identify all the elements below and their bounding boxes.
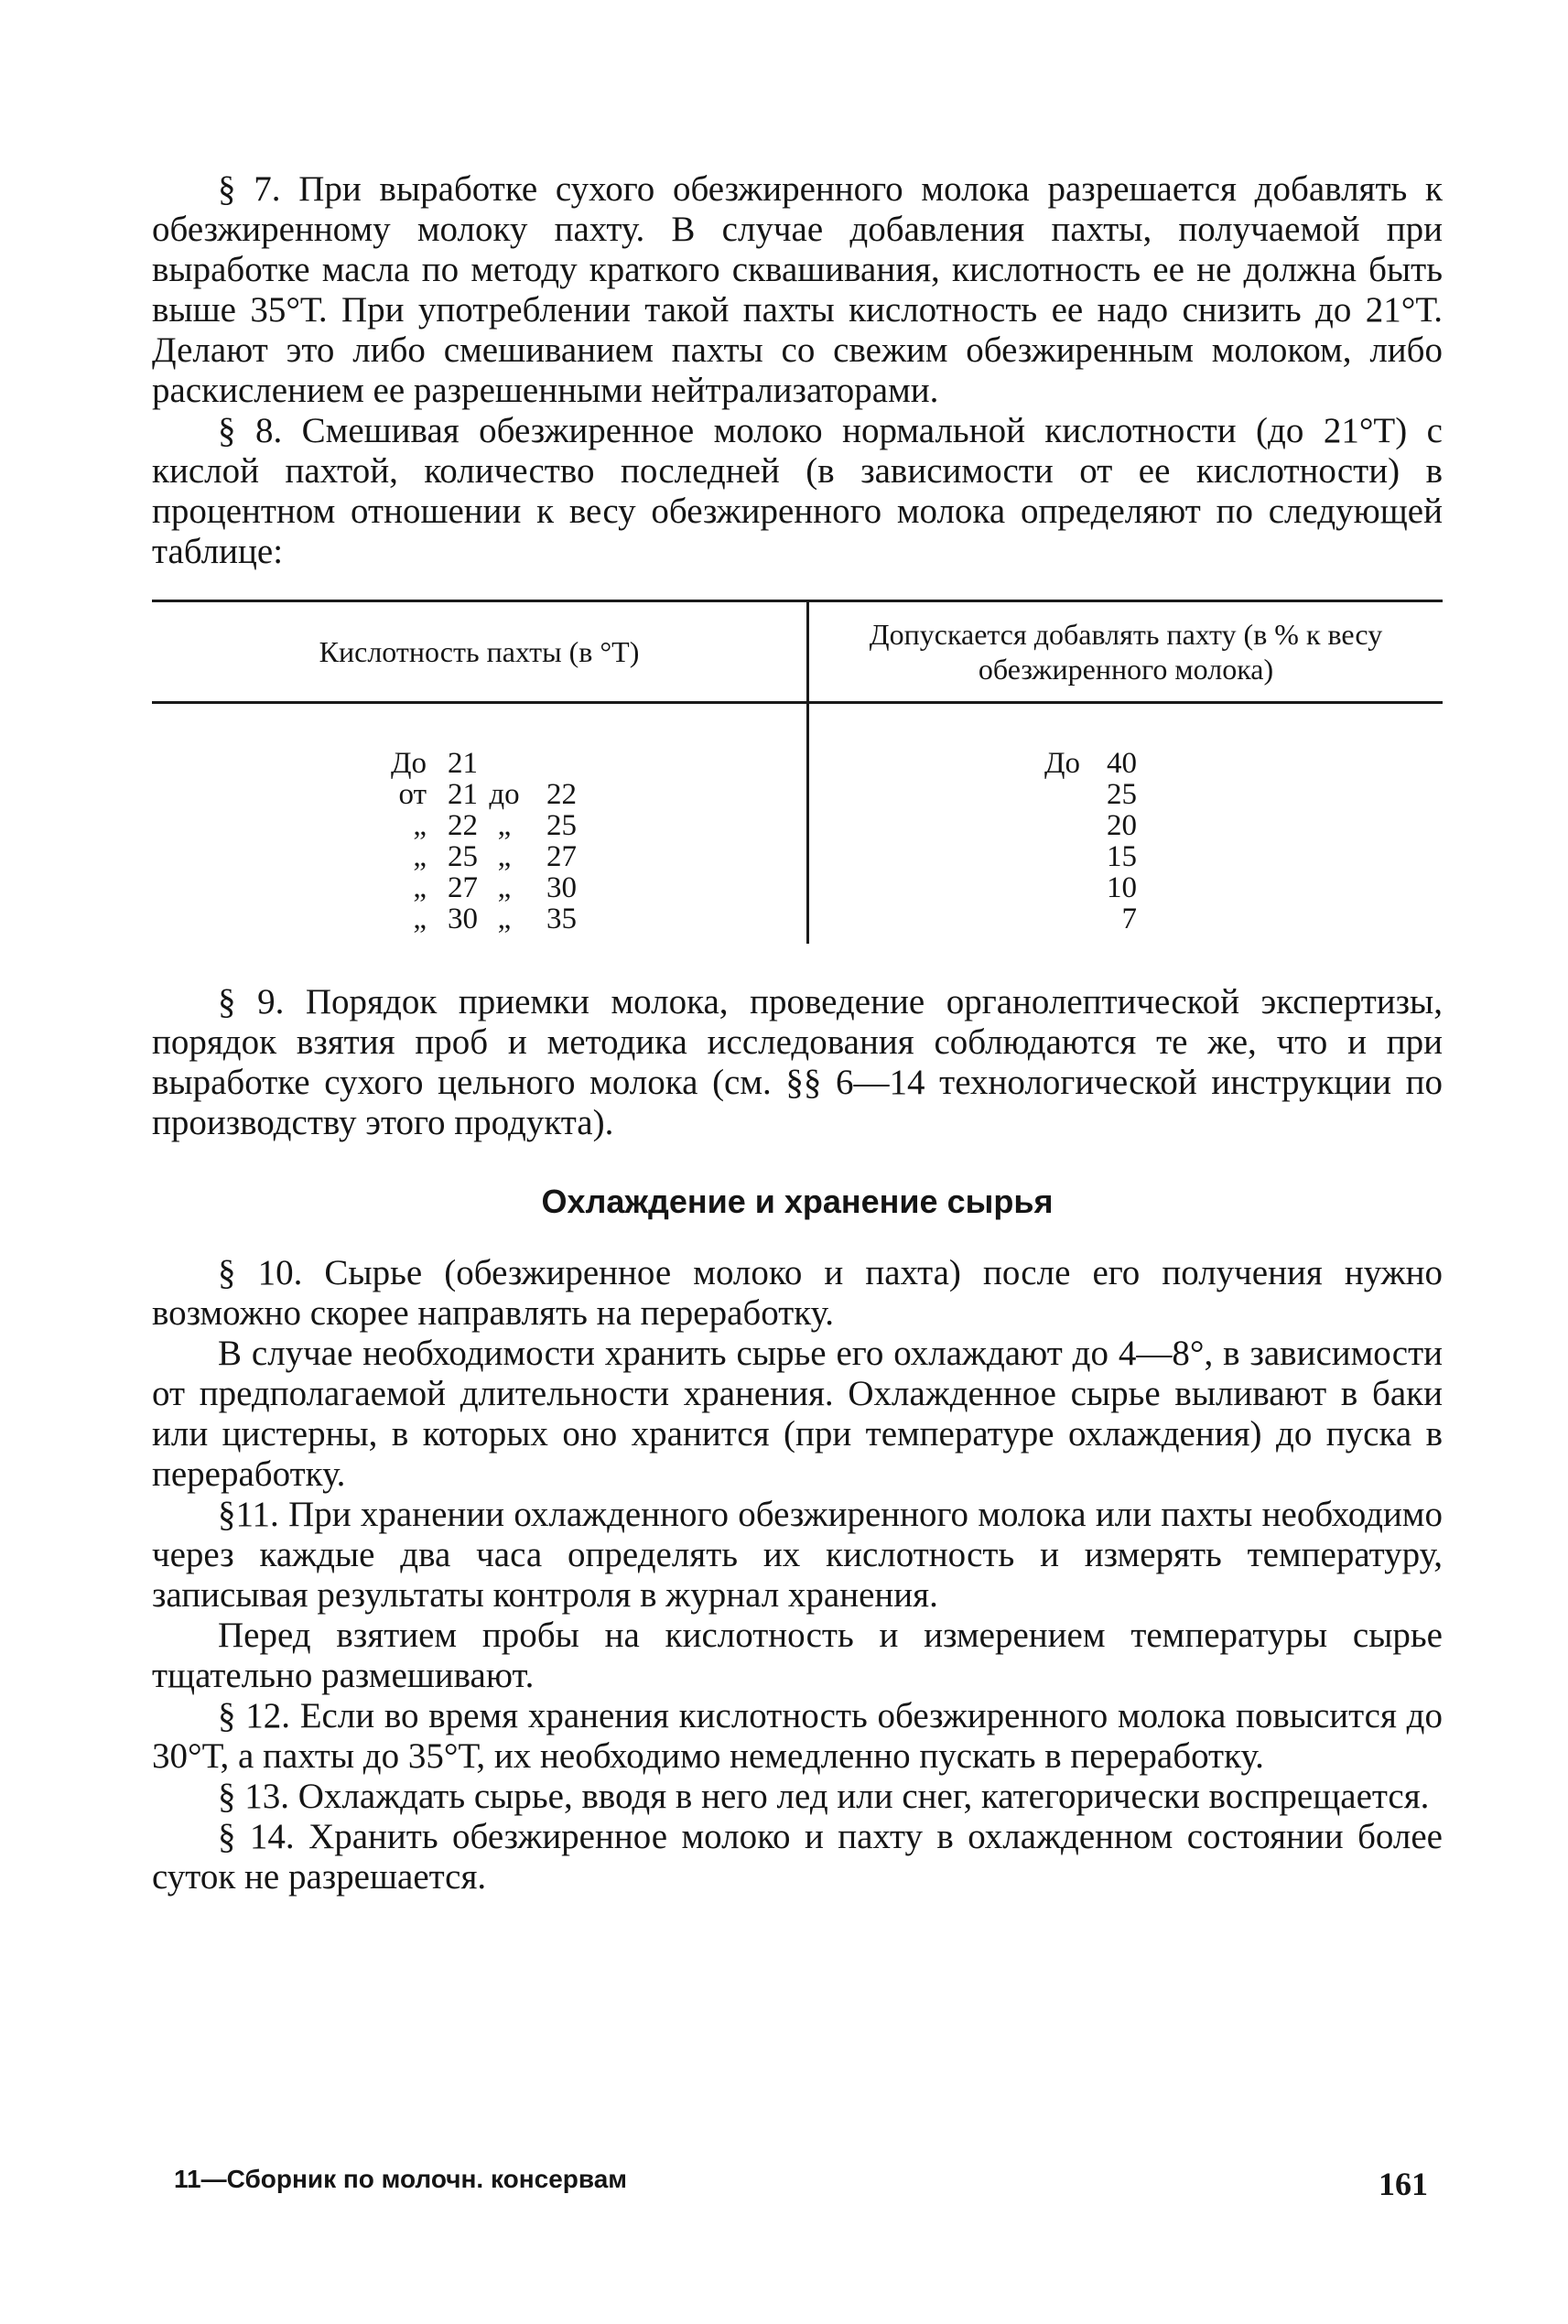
page-body bbox=[152, 169, 1443, 1897]
allowed-value: 7 bbox=[1121, 903, 1137, 935]
row-prefix: „ bbox=[413, 840, 427, 873]
row-from: 21 bbox=[448, 747, 478, 780]
paragraph-14: § 14. Хранить обезжиренное молоко и пахту в охлажденном состоянии более суток не разрешается. bbox=[152, 1817, 1443, 1897]
table-row bbox=[152, 748, 806, 779]
table-header bbox=[152, 602, 1443, 704]
row-from: 30 bbox=[448, 903, 478, 935]
allowed-prefix bbox=[1020, 841, 1080, 872]
allowed-value: 20 bbox=[1107, 809, 1137, 842]
row-prefix: До bbox=[390, 747, 427, 780]
allowed-prefix bbox=[1020, 779, 1080, 810]
table-row bbox=[809, 779, 1443, 810]
row-mid: „ bbox=[497, 903, 512, 935]
paragraph-7: § 7. При выработке сухого обезжиренного молока разрешается добавлять к обезжиренному молоку пахту. В случае добавления пахты, получаемой при выработке масла по методу краткого сквашивания, кислотность ее не должна быть выше 35°Т. При употреблении такой пахты кислотность ее надо снизить до 21°Т. Делают это либо смешиванием пахты со свежим обезжиренным молоком, либо раскислением ее разрешенными нейтрализаторами. bbox=[152, 169, 1443, 410]
row-from: 27 bbox=[448, 871, 478, 904]
row-prefix: „ bbox=[413, 903, 427, 935]
row-to: 30 bbox=[546, 871, 577, 904]
paragraph-9: § 9. Порядок приемки молока, проведение органолептической экспертизы, порядок взятия проб и методика исследования соблюдаются те же, что и при выработке сухого цельного молока (см. §§ 6—14 технологической инструкции по производству этого продукта). bbox=[152, 982, 1443, 1142]
table-row bbox=[152, 810, 806, 841]
paragraph-11-cont: Перед взятием пробы на кислотность и измерением температуры сырье тщательно размешивают. bbox=[152, 1616, 1443, 1695]
allowed-value: 40 bbox=[1107, 747, 1137, 780]
printer-signature: 11—Сборник по молочн. консервам bbox=[174, 2165, 628, 2193]
table-row bbox=[152, 903, 806, 935]
paragraph-13: § 13. Охлаждать сырье, вводя в него лед или снег, категорически воспрещается. bbox=[218, 1777, 1430, 1816]
row-to: 22 bbox=[546, 778, 577, 811]
allowed-prefix bbox=[1020, 903, 1080, 935]
allowed-value: 15 bbox=[1107, 840, 1137, 873]
row-mid: до bbox=[489, 778, 520, 811]
row-mid: „ bbox=[497, 840, 512, 873]
paragraph-11: §11. При хранении охлажденного обезжиренного молока или пахты необходимо через каждые два часа определять их кислотность и измерять температуру, записывая результаты контроля в журнал хранения. bbox=[152, 1495, 1443, 1615]
allowed-prefix: До bbox=[1044, 747, 1080, 780]
row-to: 25 bbox=[546, 809, 577, 842]
paragraph-10-cont: В случае необходимости хранить сырье его охлаждают до 4—8°, в зависимости от предполагаемой длительности хранения. Охлажденное сырье выливают в баки или цистерны, в которых оно хранится (при температуре охлаждения) до пуска в переработку. bbox=[152, 1334, 1443, 1494]
row-from: 21 bbox=[448, 778, 478, 811]
row-to bbox=[531, 748, 577, 779]
header-acidity: Кислотность пахты (в °Т) bbox=[152, 602, 809, 701]
table-row bbox=[809, 841, 1443, 872]
row-prefix: „ bbox=[413, 809, 427, 842]
table-row bbox=[152, 841, 806, 872]
row-to: 35 bbox=[546, 903, 577, 935]
row-mid: „ bbox=[497, 809, 512, 842]
row-from: 25 bbox=[448, 840, 478, 873]
table-row bbox=[809, 810, 1443, 841]
paragraph-8: § 8. Смешивая обезжиренное молоко нормальной кислотности (до 21°Т) с кислой пахтой, количество последней (в зависимости от ее кислотности) в процентном отношении к весу обезжиренного молока определяют по следующей таблице: bbox=[152, 411, 1443, 571]
table-body bbox=[152, 704, 1443, 944]
allowed-value: 25 bbox=[1107, 778, 1137, 811]
table-row bbox=[152, 872, 806, 903]
section-heading: Охлаждение и хранение сырья bbox=[541, 1183, 1054, 1220]
row-from: 22 bbox=[448, 809, 478, 842]
header-allowed: Допускается добавлять пахту (в % к весу обезжиренного молока) bbox=[869, 618, 1383, 686]
acidity-column bbox=[152, 704, 809, 944]
buttermilk-acidity-table bbox=[152, 600, 1443, 944]
page-footer bbox=[174, 2165, 1428, 2203]
row-prefix: „ bbox=[413, 871, 427, 904]
allowed-column bbox=[809, 704, 1443, 944]
row-to: 27 bbox=[546, 840, 577, 873]
row-mid bbox=[478, 748, 531, 779]
allowed-prefix bbox=[1020, 810, 1080, 841]
table-row bbox=[809, 903, 1443, 935]
table-row bbox=[809, 748, 1443, 779]
allowed-prefix bbox=[1020, 872, 1080, 903]
table-row bbox=[152, 779, 806, 810]
row-mid: „ bbox=[497, 871, 512, 904]
paragraph-12: § 12. Если во время хранения кислотность обезжиренного молока повысится до 30°Т, а пахты до 35°Т, их необходимо немедленно пускать в переработку. bbox=[152, 1696, 1443, 1776]
row-prefix: от bbox=[398, 778, 427, 811]
allowed-value: 10 bbox=[1107, 871, 1137, 904]
page-number: 161 bbox=[1379, 2166, 1428, 2202]
paragraph-10: § 10. Сырье (обезжиренное молоко и пахта) после его получения нужно возможно скорее направлять на переработку. bbox=[152, 1253, 1443, 1333]
table-row bbox=[809, 872, 1443, 903]
